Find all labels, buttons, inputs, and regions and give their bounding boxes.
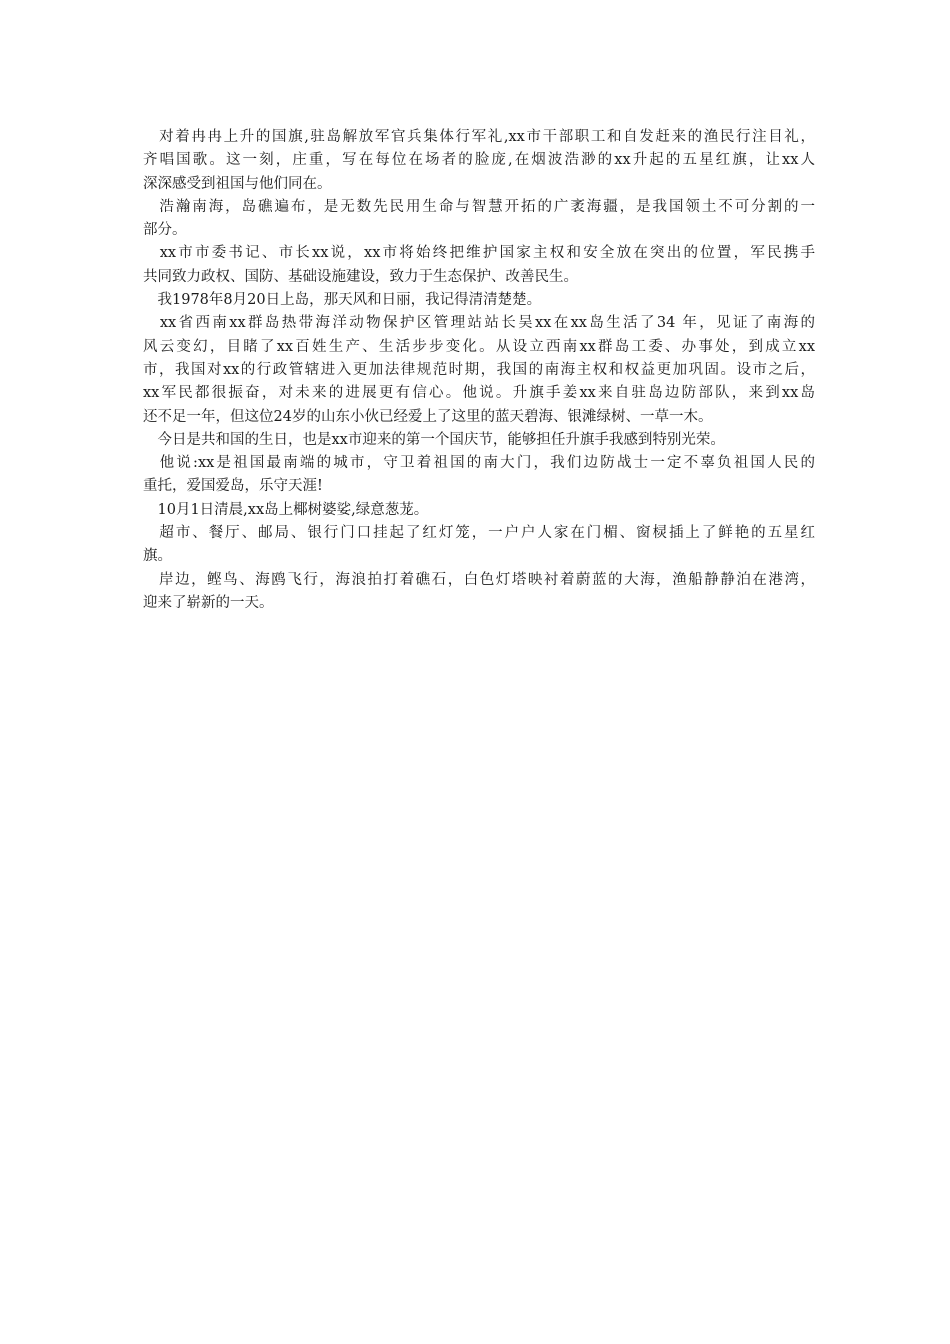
text-line: xx军民都很振奋，对未来的进展更有信心。他说。升旗手姜xx来自驻岛边防部队，来到xx岛: [143, 385, 815, 402]
text-line: 重托，爱国爱岛，乐守天涯!: [143, 478, 323, 495]
paragraph-national-day: [143, 429, 815, 452]
text-line: 迎来了崭新的一天。: [143, 594, 274, 611]
text-line: 他说:xx是祖国最南端的城市，守卫着祖国的南大门，我们边防战士一定不辜负祖国人民的: [143, 455, 815, 472]
text-line: 岸边，鲣鸟、海鸥飞行，海浪拍打着礁石，白色灯塔映衬着蔚蓝的大海，渔船静静泊在港湾，: [143, 571, 815, 588]
text-line: 还不足一年，但这位24岁的山东小伙已经爱上了这里的蓝天碧海、银滩绿树、一草一木。: [143, 408, 713, 425]
text-line: xx市市委书记、市长xx说，xx市将始终把维护国家主权和安全放在突出的位置，军民携手: [143, 245, 815, 262]
text-line: 我1978年8月20日上岛，那天风和日丽，我记得清清楚楚。: [143, 292, 542, 309]
text-line: 风云变幻，目睹了xx百姓生产、生活步步变化。从设立西南xx群岛工委、办事处，到成立xx: [143, 338, 815, 355]
text-line: 深深感受到祖国与他们同在。: [143, 175, 332, 192]
paragraph-border-soldier: [143, 452, 815, 499]
text-line: 今日是共和国的生日，也是xx市迎来的第一个国庆节，能够担任升旗手我感到特别光荣。: [143, 431, 725, 448]
text-line: 部分。: [143, 222, 187, 239]
paragraph-morning: [143, 499, 815, 522]
text-line: 超市、餐厅、邮局、银行门口挂起了红灯笼，一户户人家在门楣、窗棂插上了鲜艳的五星红: [143, 525, 815, 542]
text-line: 10月1日清晨,xx岛上椰树婆娑,绿意葱茏。: [143, 501, 429, 518]
document-body: [143, 126, 815, 615]
text-line: 市，我国对xx的行政管辖进入更加法律规范时期，我国的南海主权和权益更加巩固。设市之后，: [143, 361, 815, 378]
paragraph-party-secretary: [143, 242, 815, 289]
text-line: 齐唱国歌。这一刻，庄重，写在每位在场者的脸庞,在烟波浩渺的xx升起的五星红旗，让xx人: [143, 152, 815, 169]
paragraph-south-sea: [143, 196, 815, 243]
paragraph-arrival-1978: [143, 289, 815, 312]
text-line: 旗。: [143, 548, 172, 565]
text-line: 浩瀚南海，岛礁遍布，是无数先民用生命与智慧开拓的广袤海疆，是我国领土不可分割的一: [143, 198, 815, 215]
text-line: 共同致力政权、国防、基础设施建设，致力于生态保护、改善民生。: [143, 268, 578, 285]
paragraph-red-lanterns: [143, 522, 815, 569]
text-line: xx省西南xx群岛热带海洋动物保护区管理站站长吴xx在xx岛生活了34 年，见证了南海的: [143, 315, 815, 332]
paragraph-shore: [143, 569, 815, 616]
paragraph-station-chief: [143, 312, 815, 428]
text-line: 对着冉冉上升的国旗,驻岛解放军官兵集体行军礼,xx市干部职工和自发赶来的渔民行注目礼，: [143, 129, 815, 145]
paragraph-flag-raising: [143, 126, 815, 196]
